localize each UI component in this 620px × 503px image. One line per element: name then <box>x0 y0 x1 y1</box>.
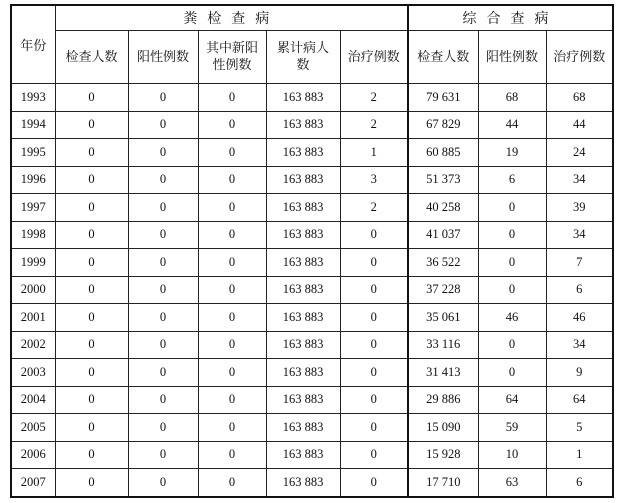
table-cell: 0 <box>55 414 128 442</box>
table-cell: 163 883 <box>266 441 340 469</box>
table-cell: 163 883 <box>266 249 340 277</box>
table-cell: 0 <box>198 111 266 139</box>
year-cell: 1997 <box>11 194 55 222</box>
table-cell: 15 090 <box>408 414 478 442</box>
table-cell: 0 <box>128 414 198 442</box>
table-cell: 0 <box>128 249 198 277</box>
table-cell: 0 <box>478 276 546 304</box>
table-cell: 35 061 <box>408 304 478 332</box>
table-cell: 0 <box>198 249 266 277</box>
table-cell: 0 <box>128 194 198 222</box>
year-cell: 1993 <box>11 84 55 112</box>
table-cell: 0 <box>198 276 266 304</box>
year-cell: 2004 <box>11 386 55 414</box>
table-row <box>11 111 613 139</box>
table-cell: 0 <box>128 221 198 249</box>
table-cell: 0 <box>198 194 266 222</box>
year-header: 年份 <box>11 5 55 84</box>
year-cell: 2000 <box>11 276 55 304</box>
table-cell: 0 <box>198 139 266 167</box>
table-cell: 0 <box>198 331 266 359</box>
table-cell: 2 <box>340 111 408 139</box>
table-cell: 0 <box>55 139 128 167</box>
table-cell: 51 373 <box>408 166 478 194</box>
table-row <box>11 276 613 304</box>
table-cell: 0 <box>55 469 128 497</box>
table-cell: 0 <box>55 84 128 112</box>
table-cell: 0 <box>128 386 198 414</box>
table-row <box>11 221 613 249</box>
table-cell: 40 258 <box>408 194 478 222</box>
table-cell: 29 886 <box>408 386 478 414</box>
table-cell: 79 631 <box>408 84 478 112</box>
table-cell: 0 <box>478 249 546 277</box>
table-cell: 0 <box>55 359 128 387</box>
table-cell: 0 <box>198 386 266 414</box>
table-cell: 39 <box>546 194 613 222</box>
table-cell: 31 413 <box>408 359 478 387</box>
table-header <box>11 5 613 84</box>
table-cell: 0 <box>340 304 408 332</box>
year-cell: 1996 <box>11 166 55 194</box>
group-header-comprehensive-exam: 综合查病 <box>408 5 613 31</box>
table-container <box>10 4 612 498</box>
table-cell: 0 <box>340 414 408 442</box>
year-cell: 2006 <box>11 441 55 469</box>
col-header-treated-count-2: 治疗例数 <box>546 31 613 84</box>
table-cell: 34 <box>546 166 613 194</box>
table-cell: 163 883 <box>266 304 340 332</box>
col-header-new-positive-count: 其中新阳性例数 <box>198 31 266 84</box>
year-cell: 1999 <box>11 249 55 277</box>
table-cell: 163 883 <box>266 386 340 414</box>
table-cell: 0 <box>340 331 408 359</box>
table-cell: 34 <box>546 221 613 249</box>
table-cell: 163 883 <box>266 111 340 139</box>
group-header-stool-exam: 粪检查病 <box>55 5 408 31</box>
table-cell: 10 <box>478 441 546 469</box>
table-row <box>11 304 613 332</box>
table-cell: 0 <box>55 111 128 139</box>
table-row <box>11 166 613 194</box>
data-table <box>10 4 614 498</box>
table-cell: 0 <box>198 359 266 387</box>
table-cell: 0 <box>55 249 128 277</box>
table-cell: 0 <box>198 304 266 332</box>
year-cell: 1995 <box>11 139 55 167</box>
table-cell: 60 885 <box>408 139 478 167</box>
table-cell: 2 <box>340 194 408 222</box>
table-cell: 0 <box>478 221 546 249</box>
table-cell: 0 <box>55 166 128 194</box>
table-cell: 0 <box>340 249 408 277</box>
table-cell: 6 <box>546 276 613 304</box>
year-cell: 1998 <box>11 221 55 249</box>
table-cell: 0 <box>198 469 266 497</box>
table-cell: 0 <box>340 359 408 387</box>
table-cell: 163 883 <box>266 166 340 194</box>
table-cell: 163 883 <box>266 194 340 222</box>
table-cell: 0 <box>128 441 198 469</box>
year-cell: 2002 <box>11 331 55 359</box>
col-header-examined-count: 检查人数 <box>55 31 128 84</box>
table-cell: 0 <box>128 111 198 139</box>
table-cell: 44 <box>546 111 613 139</box>
table-cell: 163 883 <box>266 469 340 497</box>
table-cell: 44 <box>478 111 546 139</box>
table-cell: 24 <box>546 139 613 167</box>
table-cell: 0 <box>128 276 198 304</box>
table-cell: 37 228 <box>408 276 478 304</box>
table-cell: 0 <box>478 359 546 387</box>
table-cell: 0 <box>55 441 128 469</box>
table-cell: 3 <box>340 166 408 194</box>
table-cell: 0 <box>198 441 266 469</box>
table-cell: 0 <box>128 359 198 387</box>
year-cell: 2001 <box>11 304 55 332</box>
table-cell: 163 883 <box>266 139 340 167</box>
table-cell: 0 <box>340 221 408 249</box>
table-cell: 0 <box>55 276 128 304</box>
table-cell: 33 116 <box>408 331 478 359</box>
table-cell: 68 <box>546 84 613 112</box>
year-cell: 2005 <box>11 414 55 442</box>
table-row <box>11 331 613 359</box>
table-cell: 163 883 <box>266 276 340 304</box>
table-row <box>11 359 613 387</box>
table-cell: 15 928 <box>408 441 478 469</box>
table-cell: 0 <box>198 221 266 249</box>
table-cell: 0 <box>340 386 408 414</box>
table-row <box>11 249 613 277</box>
table-cell: 0 <box>55 194 128 222</box>
table-cell: 2 <box>340 84 408 112</box>
table-cell: 0 <box>55 304 128 332</box>
table-cell: 163 883 <box>266 414 340 442</box>
table-cell: 36 522 <box>408 249 478 277</box>
table-cell: 46 <box>478 304 546 332</box>
table-cell: 34 <box>546 331 613 359</box>
table-cell: 7 <box>546 249 613 277</box>
table-cell: 17 710 <box>408 469 478 497</box>
table-row <box>11 414 613 442</box>
col-header-positive-count-2: 阳性例数 <box>478 31 546 84</box>
table-cell: 163 883 <box>266 221 340 249</box>
table-cell: 0 <box>340 469 408 497</box>
table-cell: 163 883 <box>266 331 340 359</box>
table-cell: 0 <box>198 166 266 194</box>
table-row <box>11 139 613 167</box>
table-row <box>11 441 613 469</box>
table-cell: 0 <box>478 331 546 359</box>
table-cell: 0 <box>198 414 266 442</box>
year-cell: 2003 <box>11 359 55 387</box>
table-cell: 63 <box>478 469 546 497</box>
table-cell: 0 <box>198 84 266 112</box>
table-cell: 19 <box>478 139 546 167</box>
table-cell: 0 <box>128 84 198 112</box>
table-cell: 5 <box>546 414 613 442</box>
table-cell: 0 <box>340 276 408 304</box>
table-row <box>11 469 613 497</box>
table-cell: 59 <box>478 414 546 442</box>
year-cell: 2007 <box>11 469 55 497</box>
table-cell: 1 <box>546 441 613 469</box>
table-row <box>11 84 613 112</box>
table-cell: 67 829 <box>408 111 478 139</box>
table-cell: 6 <box>478 166 546 194</box>
table-cell: 0 <box>128 304 198 332</box>
col-header-examined-count-2: 检查人数 <box>408 31 478 84</box>
table-cell: 64 <box>478 386 546 414</box>
table-cell: 0 <box>55 386 128 414</box>
table-cell: 0 <box>55 221 128 249</box>
col-header-cumulative-patients: 累计病人数 <box>266 31 340 84</box>
table-cell: 64 <box>546 386 613 414</box>
table-cell: 0 <box>128 166 198 194</box>
table-cell: 9 <box>546 359 613 387</box>
table-cell: 0 <box>128 469 198 497</box>
table-cell: 0 <box>128 139 198 167</box>
table-cell: 0 <box>340 441 408 469</box>
table-cell: 163 883 <box>266 359 340 387</box>
table-cell: 46 <box>546 304 613 332</box>
table-cell: 41 037 <box>408 221 478 249</box>
table-cell: 1 <box>340 139 408 167</box>
table-cell: 0 <box>128 331 198 359</box>
col-header-positive-count: 阳性例数 <box>128 31 198 84</box>
table-cell: 163 883 <box>266 84 340 112</box>
table-cell: 0 <box>55 331 128 359</box>
table-cell: 6 <box>546 469 613 497</box>
col-header-treated-count: 治疗例数 <box>340 31 408 84</box>
table-cell: 0 <box>478 194 546 222</box>
table-row <box>11 386 613 414</box>
year-cell: 1994 <box>11 111 55 139</box>
table-cell: 68 <box>478 84 546 112</box>
table-body <box>11 84 613 497</box>
table-row <box>11 194 613 222</box>
